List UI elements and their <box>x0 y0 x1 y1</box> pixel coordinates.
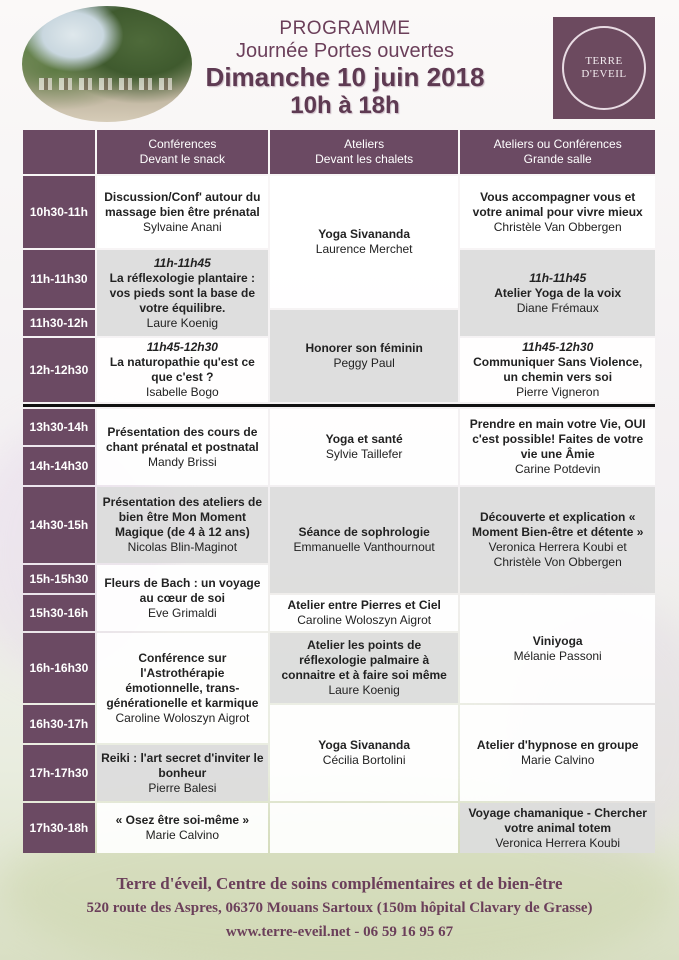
session-cell: Vous accompagner vous et votre animal pour vivre mieux Christèle Van Obbergen <box>460 176 655 248</box>
header-photo <box>22 6 192 122</box>
time-slot: 15h-15h30 <box>23 565 95 593</box>
time-slot: 13h30-14h <box>23 409 95 445</box>
logo-line2: D'EVEIL <box>581 68 627 80</box>
table-row <box>23 803 655 853</box>
session-cell: 11h45-12h30 La naturopathie qu'est ce que c'est ? Isabelle Bogo <box>97 338 268 402</box>
session-cell: 11h-11h45 Atelier Yoga de la voix Diane Frémaux <box>460 250 655 336</box>
footer <box>0 872 679 944</box>
time-slot: 14h30-15h <box>23 487 95 563</box>
time-slot: 17h30-18h <box>23 803 95 853</box>
logo-line1: TERRE <box>585 55 623 67</box>
session-cell: Yoga Sivananda Laurence Merchet <box>270 176 459 308</box>
column-header-ateliers: Ateliers Devant les chalets <box>270 130 459 174</box>
footer-address: 520 route des Aspres, 06370 Mouans Sartoux (150m hôpital Clavary de Grasse) <box>86 900 593 916</box>
event-date: Dimanche 10 juin 2018 <box>205 62 485 92</box>
session-cell: 11h45-12h30 Communiquer Sans Violence, un chemin vers soi Pierre Vigneron <box>460 338 655 402</box>
header-corner <box>23 130 95 174</box>
time-slot: 11h30-12h <box>23 310 95 336</box>
session-cell: Séance de sophrologie Emmanuelle Vanthournout <box>270 487 459 593</box>
terre-deveil-logo <box>553 17 655 119</box>
column-header-conferences: Conférences Devant le snack <box>97 130 268 174</box>
session-cell: Atelier les points de réflexologie palmaire à connaitre et à faire soi même Laure Koenig <box>270 633 459 703</box>
time-slot: 10h30-11h <box>23 176 95 248</box>
table-row <box>23 487 655 563</box>
session-cell: Présentation des cours de chant prénatal et postnatal Mandy Brissi <box>97 409 268 485</box>
logo-ring <box>562 26 646 110</box>
time-slot: 16h-16h30 <box>23 633 95 703</box>
time-slot: 11h-11h30 <box>23 250 95 308</box>
footer-contact: www.terre-eveil.net - 06 59 16 95 67 <box>225 924 454 940</box>
schedule-header-row <box>23 130 655 174</box>
session-cell: Atelier d'hypnose en groupe Marie Calvino <box>460 705 655 801</box>
session-cell: Prendre en main votre Vie, OUI c'est possible! Faites de votre vie une Âmie Carine Potdevin <box>460 409 655 485</box>
session-cell: Discussion/Conf' autour du massage bien être prénatal Sylvaine Anani <box>97 176 268 248</box>
session-cell: Fleurs de Bach : un voyage au cœur de soi Eve Grimaldi <box>97 565 268 631</box>
programme-title: PROGRAMME <box>279 18 411 39</box>
table-row <box>23 176 655 248</box>
session-cell: Viniyoga Mélanie Passoni <box>460 595 655 703</box>
session-cell: Yoga Sivananda Cécilia Bortolini <box>270 705 459 801</box>
event-title: Journée Portes ouvertes <box>236 40 454 62</box>
event-hours: 10h à 18h <box>290 92 400 119</box>
time-slot: 14h-14h30 <box>23 447 95 485</box>
session-cell: « Osez être soi-même » Marie Calvino <box>97 803 268 853</box>
time-slot: 12h-12h30 <box>23 338 95 402</box>
session-cell: Reiki : l'art secret d'inviter le bonheur Pierre Balesi <box>97 745 268 801</box>
session-cell: Voyage chamanique - Chercher votre animal totem Veronica Herrera Koubi <box>460 803 655 853</box>
lunch-separator <box>23 404 655 407</box>
header <box>0 0 679 125</box>
footer-center-name: Terre d'éveil, Centre de soins complémentaires et de bien-être <box>116 874 563 893</box>
column-header-grande-salle: Ateliers ou Conférences Grande salle <box>460 130 655 174</box>
time-slot: 16h30-17h <box>23 705 95 743</box>
table-row <box>23 409 655 445</box>
empty-cell <box>270 803 459 853</box>
session-cell: Atelier entre Pierres et Ciel Caroline Woloszyn Aigrot <box>270 595 459 631</box>
session-cell: 11h-11h45 La réflexologie plantaire : vos pieds sont la base de votre équilibre. Laure Koenig <box>97 250 268 336</box>
session-cell: Découverte et explication « Moment Bien-être et détente » Veronica Herrera Koubi et Christèle Von Obbergen <box>460 487 655 593</box>
schedule-table <box>21 128 657 855</box>
time-slot: 15h30-16h <box>23 595 95 631</box>
session-cell: Honorer son féminin Peggy Paul <box>270 310 459 402</box>
session-cell: Yoga et santé Sylvie Taillefer <box>270 409 459 485</box>
session-cell: Présentation des ateliers de bien être Mon Moment Magique (de 4 à 12 ans) Nicolas Blin-Maginot <box>97 487 268 563</box>
title-block <box>195 18 495 120</box>
time-slot: 17h-17h30 <box>23 745 95 801</box>
session-cell: Conférence sur l'Astrothérapie émotionnelle, trans-générationelle et karmique Caroline Woloszyn Aigrot <box>97 633 268 743</box>
